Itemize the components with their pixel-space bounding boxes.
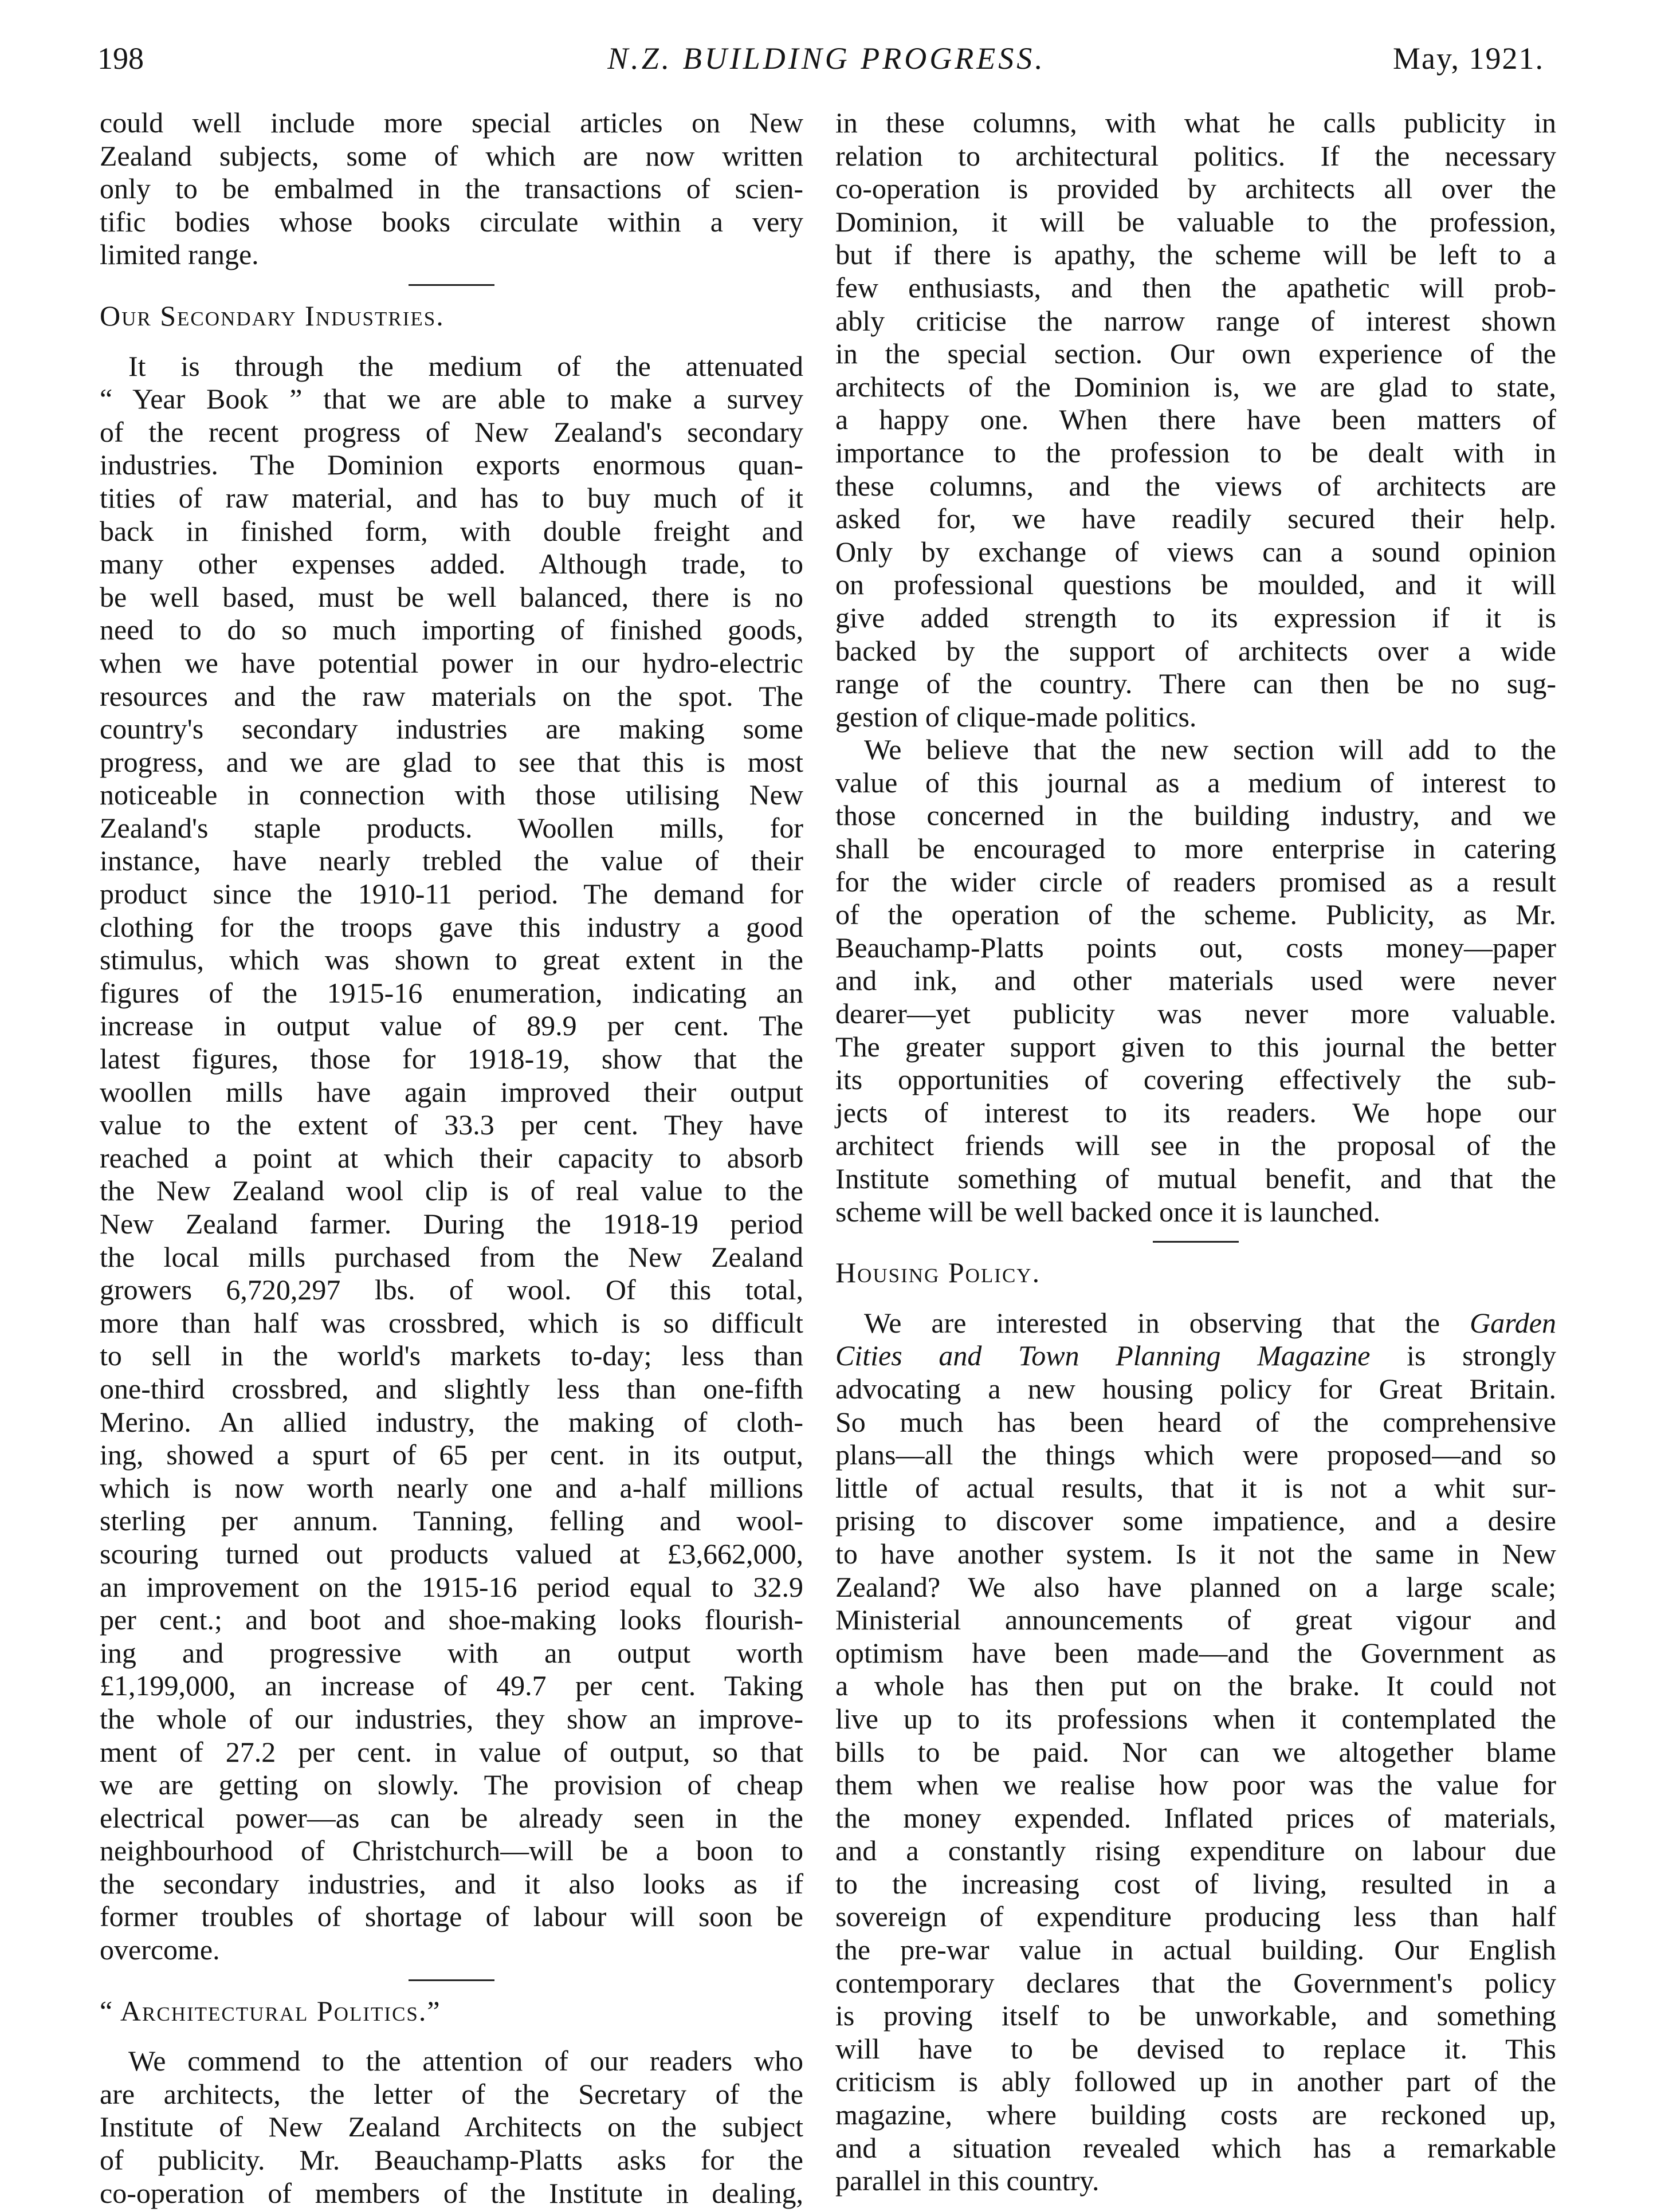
- text-line: co-operation of members of the Institute in dealing,: [100, 2176, 803, 2209]
- italic-title: Garden: [1470, 1306, 1556, 1339]
- text-line: co-operation is provided by architects all over the: [835, 172, 1556, 205]
- text-line: per cent.; and boot and shoe-making looks flourish-: [100, 1604, 803, 1636]
- text-line: instance, have nearly trebled the value of their: [100, 844, 803, 877]
- text-line: reached a point at which their capacity to absorb: [100, 1141, 803, 1174]
- text-line: back in finished form, with double freight and: [100, 514, 803, 547]
- text-line: optimism have been made—and the Government as: [835, 1636, 1556, 1669]
- text-line: one-third crossbred, and slightly less than one-fifth: [100, 1372, 803, 1405]
- text-line: neighbourhood of Christchurch—will be a boon to: [100, 1834, 803, 1867]
- text-line: The greater support given to this journal the better: [835, 1030, 1556, 1063]
- text-line: sterling per annum. Tanning, felling and wool-: [100, 1504, 803, 1537]
- text-line: an improvement on the 1915-16 period equal to 32.9: [100, 1570, 803, 1603]
- text-line: ment of 27.2 per cent. in value of output, so that: [100, 1735, 803, 1768]
- text-line: Merino. An allied industry, the making of cloth-: [100, 1405, 803, 1438]
- text-line: New Zealand farmer. During the 1918-19 period: [100, 1208, 803, 1240]
- text-line: is proving itself to be unworkable, and something: [835, 1999, 1556, 2032]
- section-divider: [409, 284, 494, 286]
- text-line: latest figures, those for 1918-19, show that the: [100, 1043, 803, 1075]
- text-line: Institute something of mutual benefit, and that the: [835, 1162, 1556, 1195]
- text-line: the whole of our industries, they show an improve-: [100, 1702, 803, 1735]
- text-line: gestion of clique-made politics.: [835, 700, 1197, 733]
- text-line: We are interested in observing that the Garden: [864, 1306, 1556, 1339]
- text-line: clothing for the troops gave this industry a good: [100, 910, 803, 943]
- text-line: jects of interest to its readers. We hope our: [835, 1096, 1556, 1129]
- text-line: progress, and we are glad to see that this is most: [100, 745, 803, 778]
- text-line: Cities and Town Planning Magazine is strongly: [835, 1339, 1556, 1372]
- text-line: asked for, we have readily secured their help.: [835, 502, 1556, 535]
- text-line: ing, showed a spurt of 65 per cent. in its output,: [100, 1439, 803, 1471]
- paragraph: [100, 350, 803, 1967]
- text-line: shall be encouraged to more enterprise in catering: [835, 832, 1556, 865]
- text-line: to the increasing cost of living, resulted in a: [835, 1867, 1556, 1900]
- text-line: which is now worth nearly one and a-half millions: [100, 1471, 803, 1504]
- text-line: the New Zealand wool clip is of real value to the: [100, 1174, 803, 1207]
- italic-title: Cities and Town Planning Magazine: [835, 1339, 1371, 1372]
- text-line: are architects, the letter of the Secretary of the: [100, 2077, 803, 2110]
- text-line: It is through the medium of the attenuated: [128, 349, 803, 382]
- text-line: of publicity. Mr. Beauchamp-Platts asks for the: [100, 2144, 803, 2176]
- text-line: its opportunities of covering effectively the sub-: [835, 1063, 1556, 1096]
- text-line: a happy one. When there have been matters of: [835, 403, 1556, 436]
- text-line: electrical power—as can be already seen in the: [100, 1801, 803, 1834]
- text-line: the secondary industries, and it also looks as if: [100, 1867, 803, 1900]
- text-line: importance to the profession to be dealt with in: [835, 436, 1556, 469]
- text-line: we are getting on slowly. The provision of cheap: [100, 1769, 803, 1801]
- text-line: on professional questions be moulded, and it will: [835, 568, 1556, 601]
- text-line: advocating a new housing policy for Great Britain.: [835, 1372, 1556, 1405]
- text-line: noticeable in connection with those utilising New: [100, 779, 803, 811]
- text-line: overcome.: [100, 1934, 220, 1966]
- text-line: architect friends will see in the proposal of the: [835, 1129, 1556, 1162]
- text-line: industries. The Dominion exports enormous quan-: [100, 449, 803, 481]
- text-line: increase in output value of 89.9 per cent. The: [100, 1009, 803, 1042]
- text-line: We commend to the attention of our readers who: [128, 2045, 803, 2077]
- right-column: [835, 107, 1556, 2198]
- text-line: “ Year Book ” that we are able to make a survey: [100, 383, 803, 415]
- text-line: and a constantly rising expenditure on labour due: [835, 1834, 1556, 1867]
- text-line: ably criticise the narrow range of interest shown: [835, 304, 1556, 337]
- text-line: We believe that the new section will add to the: [864, 733, 1556, 766]
- text-line: figures of the 1915-16 enumeration, indicating an: [100, 976, 803, 1009]
- text-line: limited range.: [100, 238, 259, 271]
- text-line: value to the extent of 33.3 per cent. They have: [100, 1109, 803, 1141]
- text-line: many other expenses added. Although trade, to: [100, 548, 803, 580]
- text-line: in the special section. Our own experience of the: [835, 337, 1556, 370]
- paragraph: [100, 107, 803, 272]
- text-line: only to be embalmed in the transactions of scien-: [100, 172, 803, 205]
- text-line: Dominion, it will be valuable to the profession,: [835, 205, 1556, 238]
- text-line: Only by exchange of views can a sound opinion: [835, 535, 1556, 568]
- text-line: scouring turned out products valued at £3,662,000,: [100, 1537, 803, 1570]
- text-line: woollen mills have again improved their output: [100, 1075, 803, 1108]
- text-line: them when we realise how poor was the value for: [835, 1769, 1556, 1801]
- text-line: scheme will be well backed once it is launched.: [835, 1195, 1381, 1228]
- text-line: but if there is apathy, the scheme will be left to a: [835, 238, 1556, 271]
- text-line: country's secondary industries are making some: [100, 713, 803, 745]
- text-line: Beauchamp-Platts points out, costs money—paper: [835, 931, 1556, 964]
- text-line: parallel in this country.: [835, 2164, 1100, 2197]
- text-line: resources and the raw materials on the spot. The: [100, 679, 803, 712]
- section-heading: Our Secondary Industries.: [100, 299, 445, 332]
- paragraph: [100, 2045, 803, 2210]
- text-line: Zealand's staple products. Woollen mills, for: [100, 811, 803, 844]
- section-divider: [409, 1979, 494, 1981]
- paragraph: [835, 107, 1556, 733]
- text-line: the pre-war value in actual building. Our English: [835, 1934, 1556, 1966]
- text-line: and a situation revealed which has a remarkable: [835, 2131, 1556, 2164]
- text-line: contemporary declares that the Government's policy: [835, 1966, 1556, 1999]
- text-line: tific bodies whose books circulate within a very: [100, 205, 803, 238]
- text-line: stimulus, which was shown to great extent in the: [100, 944, 803, 976]
- text-line: of the operation of the scheme. Publicity, as Mr.: [835, 898, 1556, 931]
- section-heading: Housing Policy.: [835, 1256, 1041, 1289]
- paragraph: [835, 1307, 1556, 2198]
- text-line: growers 6,720,297 lbs. of wool. Of this total,: [100, 1274, 803, 1306]
- text-line: need to do so much importing of finished goods,: [100, 614, 803, 646]
- text-line: tities of raw material, and has to buy much of it: [100, 481, 803, 514]
- paragraph: [835, 733, 1556, 1228]
- text-line: product since the 1910-11 period. The demand for: [100, 878, 803, 910]
- text-line: few enthusiasts, and then the apathetic will prob-: [835, 271, 1556, 304]
- text-line: these columns, and the views of architects are: [835, 469, 1556, 502]
- text-line: be well based, must be well balanced, there is no: [100, 580, 803, 613]
- left-column: [100, 107, 803, 2210]
- text-line: little of actual results, that it is not a whit sur-: [835, 1471, 1556, 1504]
- text-line: those concerned in the building industry, and we: [835, 799, 1556, 832]
- text-line: Institute of New Zealand Architects on the subject: [100, 2111, 803, 2143]
- text-line: in these columns, with what he calls publicity in: [835, 107, 1556, 139]
- text-line: sovereign of expenditure producing less than half: [835, 1900, 1556, 1933]
- text-line: of the recent progress of New Zealand's secondary: [100, 415, 803, 448]
- text-line: value of this journal as a medium of interest to: [835, 766, 1556, 799]
- text-line: relation to architectural politics. If the necessary: [835, 139, 1556, 172]
- text-line: the local mills purchased from the New Zealand: [100, 1240, 803, 1273]
- text-line: magazine, where building costs are reckoned up,: [835, 2099, 1556, 2131]
- text-line: plans—all the things which were proposed—and so: [835, 1439, 1556, 1471]
- text-line: former troubles of shortage of labour will soon be: [100, 1900, 803, 1933]
- text-line: range of the country. There can then be no sug-: [835, 667, 1556, 700]
- text-line: ing and progressive with an output worth: [100, 1636, 803, 1669]
- text-line: So much has been heard of the comprehensive: [835, 1405, 1556, 1438]
- text-line: will have to be devised to replace it. This: [835, 2032, 1556, 2065]
- text-line: prising to discover some impatience, and a desire: [835, 1504, 1556, 1537]
- text-line: Ministerial announcements of great vigour and: [835, 1604, 1556, 1636]
- text-line: £1,199,000, an increase of 49.7 per cent. Taking: [100, 1669, 803, 1702]
- text-line: Zealand? We also have planned on a large scale;: [835, 1570, 1556, 1603]
- page-number: 198: [97, 41, 144, 76]
- issue-date: May, 1921.: [1393, 41, 1544, 76]
- section-heading: “ Architectural Politics.”: [100, 1994, 441, 2027]
- running-title: N.Z. BUILDING PROGRESS.: [607, 41, 1046, 76]
- text-line: live up to its professions when it contemplated the: [835, 1702, 1556, 1735]
- text-line: to have another system. Is it not the same in New: [835, 1537, 1556, 1570]
- text-line: could well include more special articles on New: [100, 107, 803, 139]
- text-line: and ink, and other materials used were never: [835, 964, 1556, 997]
- text-line: backed by the support of architects over a wide: [835, 634, 1556, 667]
- text-line: the money expended. Inflated prices of materials,: [835, 1801, 1556, 1834]
- text-line: Zealand subjects, some of which are now written: [100, 139, 803, 172]
- text-line: bills to be paid. Nor can we altogether blame: [835, 1735, 1556, 1768]
- text-line: architects of the Dominion is, we are glad to state,: [835, 370, 1556, 403]
- text-line: criticism is ably followed up in another part of the: [835, 2065, 1556, 2098]
- section-divider: [1153, 1241, 1239, 1243]
- text-line: when we have potential power in our hydro-electric: [100, 646, 803, 679]
- text-line: give added strength to its expression if it is: [835, 601, 1556, 634]
- text-line: dearer—yet publicity was never more valuable.: [835, 997, 1556, 1030]
- text-line: more than half was crossbred, which is so difficult: [100, 1306, 803, 1339]
- text-line: a whole has then put on the brake. It could not: [835, 1669, 1556, 1702]
- text-line: for the wider circle of readers promised as a result: [835, 865, 1556, 898]
- text-line: to sell in the world's markets to-day; less than: [100, 1339, 803, 1372]
